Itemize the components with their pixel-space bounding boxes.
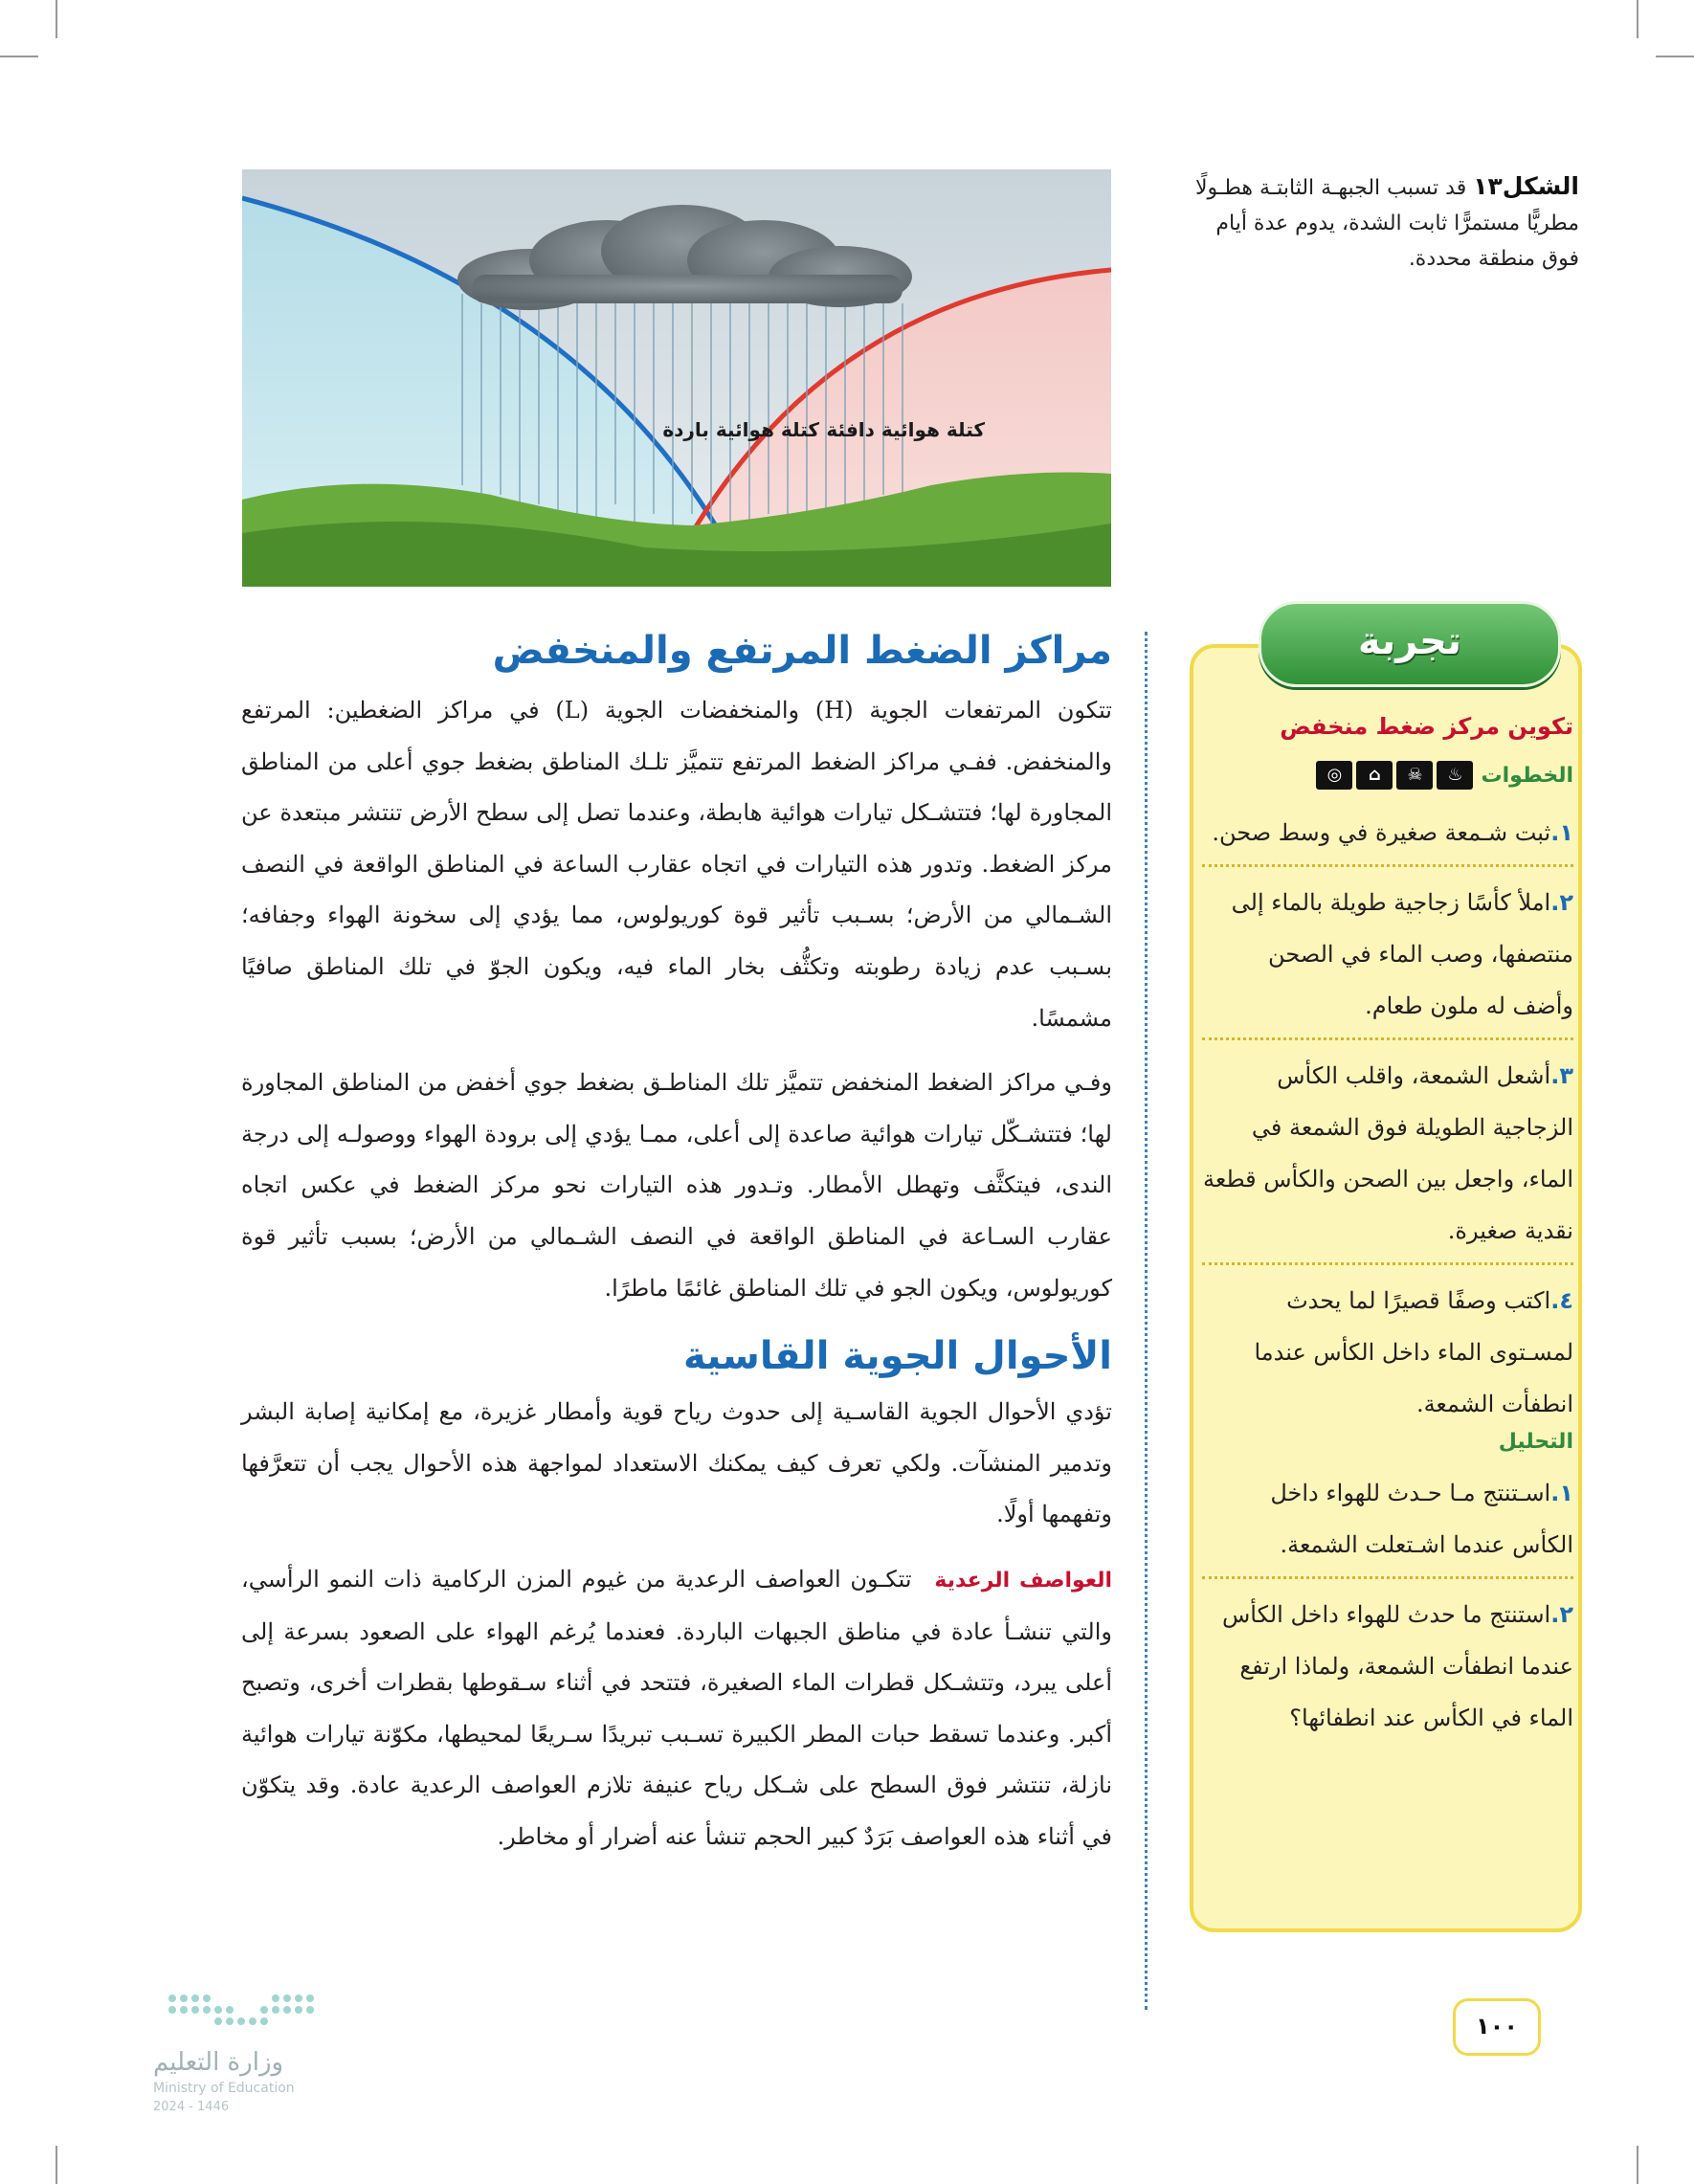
experiment-tab-label: تجربة: [1357, 619, 1461, 663]
figure-number: الشكل١٣: [1473, 172, 1579, 200]
experiment-tab: [1259, 601, 1561, 687]
flame-icon: ♨: [1437, 761, 1473, 790]
thunderstorms-text: تتكـون العواصف الرعدية من غيوم المزن الركامية ذات النمو الرأسي، والتي تنشـأ عادة في مناطق الجبهات الباردة. فعندما يُرغم الهواء على الصعود بسرعة إلى أعلى يبرد، وتتشـكل قطرات الماء الصغيرة، فتتحد في أثناء سـقوطها بقطرات أخرى، وتصبح أكبر. وعندما تسقط حبات المطر الكبيرة تسـبب تبريدًا سـريعًا لمحيطها، مكوّنة تيارات هوائية نازلة، تنتشر فوق السطح على شـكل رياح عنيفة تلازم العواصف الرعدية عادة. وقد يتكوّن في أثناء هذه العواصف بَرَدٌ كبير الحجم تنشأ عنه أضرار أو مخاطر.: [241, 1565, 1112, 1850]
step-item: ١.ثبت شـمعة صغيرة في وسط صحن.: [1212, 819, 1573, 846]
crop-mark: [56, 2146, 57, 2184]
ministry-name-english: Ministry of Education: [153, 2081, 295, 2096]
paragraph-thunderstorms: [241, 1554, 1112, 1863]
main-column: [241, 622, 1112, 1862]
section-title-severe-weather: الأحوال الجوية القاسية: [682, 1334, 1112, 1379]
crop-mark: [56, 0, 57, 38]
ministry-year: 2024 - 1446: [153, 2100, 230, 2114]
crop-mark: [1656, 56, 1694, 57]
step-item: ٣.أشعل الشمعة، واقلب الكأس الزجاجية الطويلة فوق الشمعة في الماء، واجعل بين الصحن والكأس قطعة نقدية صغيرة.: [1202, 1037, 1573, 1262]
paragraph-high-pressure: تتكون المرتفعات الجوية (H) والمنخفضات الجوية (L) في مراكز الضغطين: المرتفع والمنخفض. ففـي مراكز الضغط المرتفع تتميَّز تلـك المناطق بضغط جوي أعلى من المناطق المجاورة لها؛ فتتشـكل تيارات هوائية هابطة، وعندما تصل إلى سطح الأرض تنتشر مبتعدة عن مركز الضغط. وتدور هذه التيارات في اتجاه عقارب الساعة في المناطق الواقعة في النصف الشـمالي من الأرض؛ بسـبب تأثير قوة كوريولوس، مما يؤدي إلى سخونة الهواء وجفافه؛ بسـبب عدم زيادة رطوبته وتكثُّف بخار الماء فيه، ويكون الجوّ في تلك المناطق صافيًا مشمسًا.: [241, 697, 1112, 1032]
cold-air-label: كتلة هوائية باردة: [662, 418, 819, 441]
experiment-title: تكوين مركز ضغط منخفض: [1280, 713, 1573, 740]
front-illustration: [242, 169, 1111, 587]
analysis-item: ٢.استنتج ما حدث للهواء داخل الكأس عندما انطفأت الشمعة، ولماذا ارتفع الماء في الكأس عند انطفائها؟: [1202, 1576, 1573, 1749]
crop-mark: [0, 56, 38, 57]
safety-icons: [1316, 761, 1473, 790]
goggles-icon: ◎: [1316, 761, 1352, 790]
caption-text: قد تسبب الجبهـة الثابتـة هطـولًا مطريًّا مستمرًّا ثابت الشدة، يدوم عدة أيام فوق منطقة محددة.: [1194, 176, 1579, 271]
experiment-content: [1202, 713, 1573, 1749]
steps-label: الخطوات: [1481, 763, 1573, 788]
stationary-front-figure: [242, 169, 1111, 587]
analysis-label: التحليل: [1498, 1430, 1573, 1454]
lab-coat-icon: ⌂: [1356, 761, 1393, 790]
crop-mark: [1637, 0, 1638, 38]
column-divider: [1145, 632, 1148, 2010]
page-number: ١٠٠: [1453, 1998, 1541, 2056]
figure-caption: [1177, 168, 1579, 277]
ministry-logo-mark: [163, 1989, 325, 2037]
paragraph-low-pressure: وفـي مراكز الضغط المنخفض تتميَّز تلك المناطـق بضغط جوي أخفض من المناطق المجاورة لها؛ فتتشـكّل تيارات هوائية صاعدة إلى أعلى، ممـا يؤدي إلى برودة الهواء ووصولـه إلى درجة الندى، فيتكثَّف وتهطل الأمطار. وتـدور هذه التيارات نحو مركز الضغط في عكس اتجاه عقارب السـاعة في المناطق الواقعة في النصف الشـمالي من الأرض؛ بسبب تأثير قوة كوريولوس، ويكون الجو في تلك المناطق غائمًا ماطرًا.: [241, 1069, 1112, 1302]
step-item: ٢.املأ كأسًا زجاجية طويلة بالماء إلى منتصفها، وصب الماء في الصحن وأضف له ملون طعام.: [1202, 864, 1573, 1037]
toxic-icon: ☠: [1396, 761, 1433, 790]
warm-air-label: كتلة هوائية دافئة: [826, 418, 985, 441]
step-item: ٤.اكتب وصفًا قصيرًا لما يحدث لمسـتوى الماء داخل الكأس عندما انطفأت الشمعة.: [1202, 1262, 1573, 1430]
steps-heading: [1202, 761, 1573, 790]
steps-list: [1202, 797, 1573, 1430]
analysis-list: [1202, 1458, 1573, 1749]
analysis-item: ١.اسـتنتج مـا حـدث للهواء داخل الكأس عندما اشـتعلت الشمعة.: [1270, 1480, 1573, 1558]
ministry-logo: [77, 1989, 325, 2123]
section-title-pressure-centers: مراكز الضغط المرتفع والمنخفض: [492, 629, 1112, 673]
crop-mark: [1637, 2146, 1638, 2184]
paragraph-severe-weather: تؤدي الأحوال الجوية القاسـية إلى حدوث رياح قوية وأمطار غزيرة، مع إمكانية إصابة البشر وتدمير المنشآت. ولكي تعرف كيف يمكنك الاستعداد لمواجهة هذه الأحوال يجب أن تتعرَّفها وتفهمها أولًا.: [241, 1398, 1112, 1528]
thunderstorms-lead: العواصف الرعدية: [934, 1568, 1113, 1593]
ministry-name-arabic: وزارة التعليم: [153, 2048, 284, 2077]
